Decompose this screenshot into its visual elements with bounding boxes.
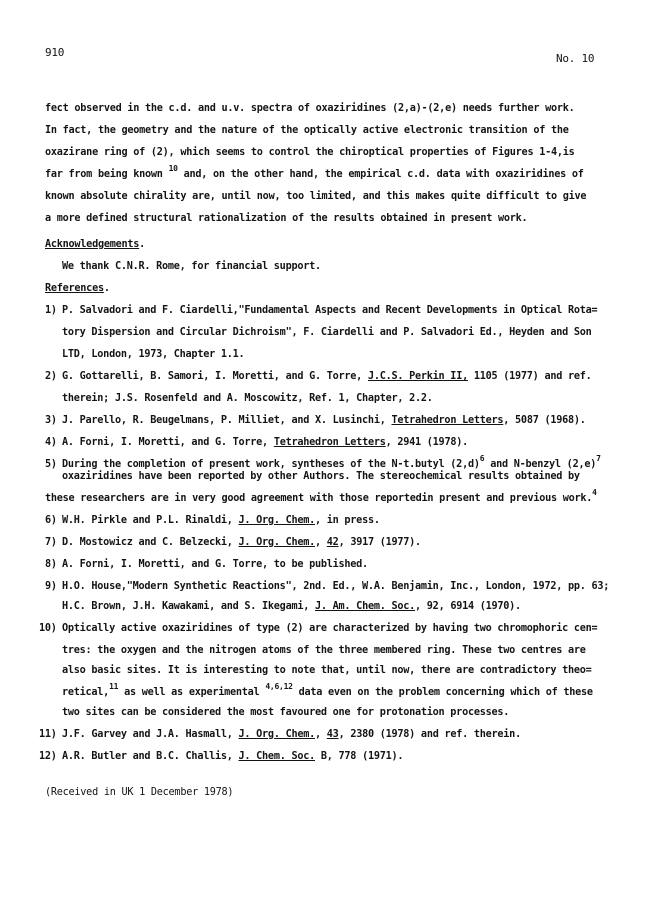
- reference-line: Optically active oxaziridines of type (2) are characterized by having two chromophoric cen=: [62, 623, 598, 634]
- reference-number: 9): [45, 581, 57, 592]
- body-line: In fact, the geometry and the nature of the optically active electronic transition of the: [45, 125, 569, 136]
- reference-line: also basic sites. It is interesting to note that, until now, there are contradictory theo=: [62, 665, 592, 676]
- reference-line: oxaziridines have been reported by other Authors. The stereochemical results obtained by: [62, 471, 580, 482]
- volume-number: 42: [326, 537, 339, 548]
- issue-number: No. 10: [556, 52, 595, 65]
- reference-line: H.O. House,"Modern Synthetic Reactions", 2nd. Ed., W.A. Benjamin, Inc., London, 1972, pp. 63;: [62, 581, 610, 592]
- body-line: fect observed in the c.d. and u.v. spectra of oxaziridines (2,a)-(2,e) needs further work.: [45, 103, 575, 114]
- reference-number: 10): [39, 623, 57, 634]
- reference-line: J.F. Garvey and J.A. Hasmall, J. Org. Chem., 43, 2380 (1978) and ref. therein.: [62, 729, 521, 740]
- reference-line: tory Dispersion and Circular Dichroism", F. Ciardelli and P. Salvadori Ed., Heyden and Son: [62, 327, 592, 338]
- journal-title: Tetrahedron Letters: [273, 437, 386, 448]
- journal-title: J. Org. Chem.: [238, 729, 315, 740]
- journal-title: J. Org. Chem.: [238, 537, 315, 548]
- body-line: known absolute chirality are, until now, too limited, and this makes quite difficult to give: [45, 191, 587, 202]
- reference-line: W.H. Pirkle and P.L. Rinaldi, J. Org. Chem., in press.: [62, 515, 380, 526]
- reference-line: A. Forni, I. Moretti, and G. Torre, to be published.: [62, 559, 368, 570]
- journal-title: J. Am. Chem. Soc.: [315, 601, 416, 612]
- citation-superscript: 10: [168, 164, 178, 173]
- reference-number: 11): [39, 729, 57, 740]
- journal-title: J.C.S. Perkin II,: [367, 371, 468, 382]
- reference-number: 3): [45, 415, 57, 426]
- journal-title: J. Org. Chem.: [238, 515, 315, 526]
- reference-line: tres: the oxygen and the nitrogen atoms of the three membered ring. These two centres are: [62, 645, 586, 656]
- reference-line: J. Parello, R. Beugelmans, P. Milliet, and X. Lusinchi, Tetrahedron Letters, 5087 (1968).: [62, 415, 586, 426]
- reference-line: LTD, London, 1973, Chapter 1.1.: [62, 349, 245, 360]
- reference-line: these researchers are in very good agreement with those reportedin present and previous work.$^4$: [45, 488, 597, 504]
- page-number: 910: [45, 46, 65, 59]
- body-line: oxazirane ring of (2), which seems to control the chiroptical properties of Figures 1-4,is: [45, 147, 575, 158]
- reference-line: H.C. Brown, J.H. Kawakami, and S. Ikegami, J. Am. Chem. Soc., 92, 6914 (1970).: [62, 601, 521, 612]
- acknowledgements-text: We thank C.N.R. Rome, for financial support.: [62, 261, 321, 272]
- reference-line: A.R. Butler and B.C. Challis, J. Chem. Soc. B, 778 (1971).: [62, 751, 404, 762]
- reference-number: 1): [45, 305, 57, 316]
- reference-number: 6): [45, 515, 57, 526]
- received-date: (Received in UK 1 December 1978): [45, 787, 234, 798]
- reference-number: 2): [45, 371, 57, 382]
- reference-line: P. Salvadori and F. Ciardelli,"Fundamental Aspects and Recent Developments in Optical Rota=: [62, 305, 598, 316]
- reference-line: two sites can be considered the most favoured one for protonation processes.: [62, 707, 510, 718]
- acknowledgements-heading: Acknowledgements.: [45, 239, 146, 250]
- reference-line: retical,$^{11}$ as well as experimental $^{4,6,12}$ data even on the problem concerning which of these: [62, 682, 593, 698]
- reference-number: 12): [39, 751, 57, 762]
- journal-title: Tetrahedron Letters: [391, 415, 504, 426]
- body-line: a more defined structural rationalization of the results obtained in present work.: [45, 213, 528, 224]
- journal-title: J. Chem. Soc.: [238, 751, 315, 762]
- reference-line: A. Forni, I. Moretti, and G. Torre, Tetrahedron Letters, 2941 (1978).: [62, 437, 468, 448]
- reference-line: During the completion of present work, syntheses of the N-t.butyl $(2,d)^6$ and N-benzyl $(2,e)^7$: [62, 454, 601, 470]
- reference-number: 7): [45, 537, 57, 548]
- volume-number: 43: [326, 729, 339, 740]
- reference-number: 5): [45, 459, 57, 470]
- reference-number: 4): [45, 437, 57, 448]
- reference-line: D. Mostowicz and C. Belzecki, J. Org. Chem., 42, 3917 (1977).: [62, 537, 421, 548]
- body-line: far from being known $^{10}$ and, on the other hand, the empirical c.d. data with oxaziridines of: [45, 164, 584, 180]
- reference-line: therein; J.S. Rosenfeld and A. Moscowitz, Ref. 1, Chapter, 2.2.: [62, 393, 433, 404]
- reference-line: G. Gottarelli, B. Samori, I. Moretti, and G. Torre, J.C.S. Perkin II, 1105 (1977) and ref.: [62, 371, 592, 382]
- references-heading: References.: [45, 283, 110, 294]
- reference-number: 8): [45, 559, 57, 570]
